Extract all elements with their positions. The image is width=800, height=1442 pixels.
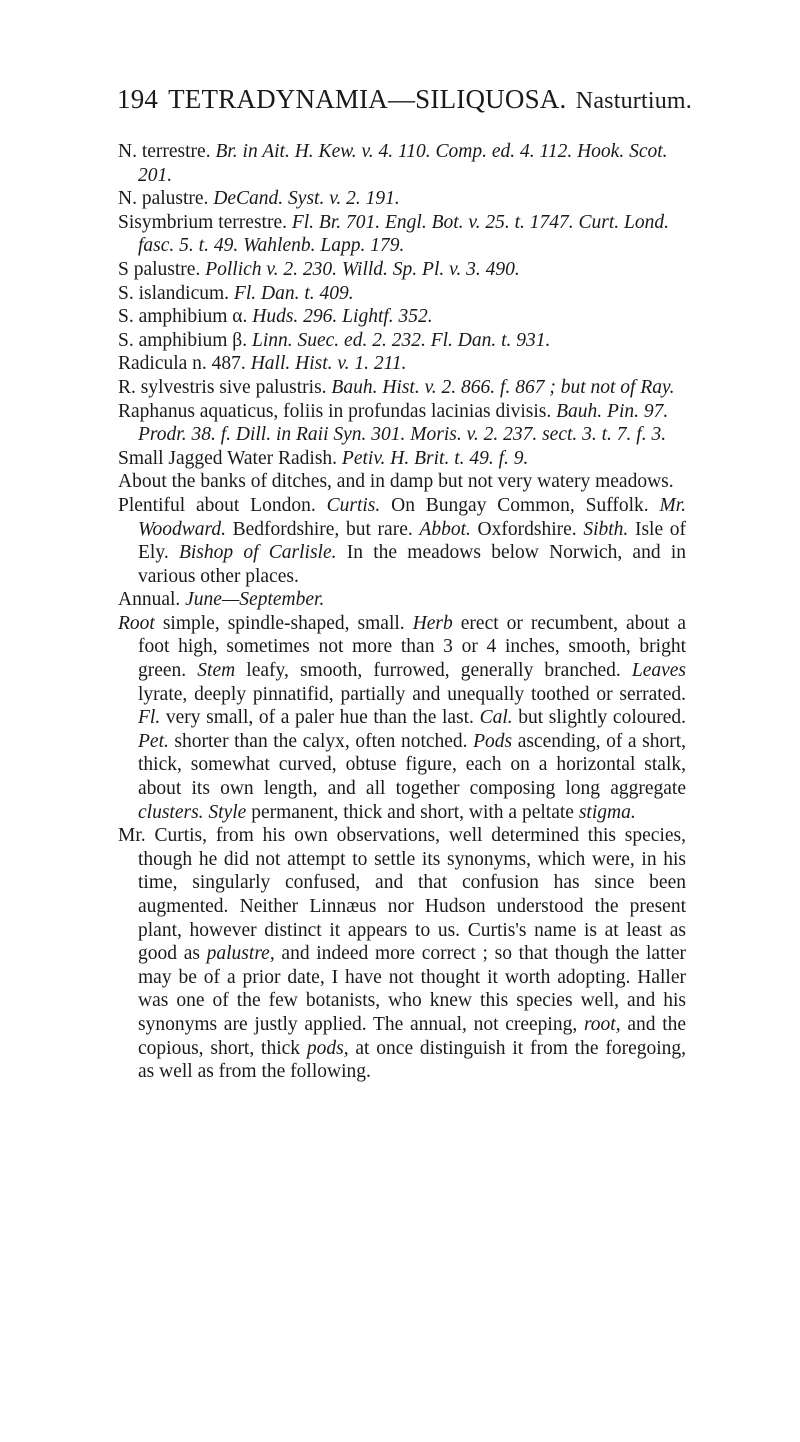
desc-text: ascending, of a short, thick, somewhat curved, obtuse figure, each on a horizontal stalk, about its own length, and all together composing long aggregate	[138, 730, 686, 800]
remarks-paragraph	[118, 824, 686, 1084]
desc-label: clusters.	[138, 801, 204, 823]
synonym-name: R. sylvestris sive palustris.	[118, 376, 327, 398]
synonym-refs: Br. in Ait. H. Kew. v. 4. 110. Comp. ed. 4. 112. Hook. Scot. 201.	[138, 141, 668, 186]
synonym-refs: DeCand. Syst. v. 2. 191.	[213, 188, 400, 210]
synonym-name: N. palustre.	[118, 188, 209, 210]
synonym-refs: Petiv. H. Brit. t. 49. f. 9.	[341, 447, 529, 469]
botanical-description	[118, 612, 686, 824]
synonym-entry	[118, 305, 686, 329]
locality-text: In the meadows below Norwich, and in various other places.	[138, 542, 687, 587]
desc-label: Root	[118, 612, 155, 634]
desc-text: permanent, thick and short, with a peltate	[251, 801, 574, 823]
synonym-entry	[118, 447, 686, 471]
habitat-paragraph: About the banks of ditches, and in damp but not very watery meadows.	[118, 471, 674, 493]
desc-text: lyrate, deeply pinnatifid, partially and unequally toothed or serrated.	[138, 683, 686, 705]
duration: Annual.	[118, 589, 181, 611]
synonym-refs: Linn. Suec. ed. 2. 232. Fl. Dan. t. 931.	[251, 329, 551, 351]
locality-authority: Sibth.	[583, 518, 629, 540]
desc-text: erect or recumbent, about a foot high, sometimes not more than 3 or 4 inches, smooth, bright green.	[138, 612, 687, 682]
remark-text: at once distinguish it from the foregoing, as well as from the following.	[138, 1037, 687, 1083]
synonym-entry	[118, 376, 686, 400]
desc-text: shorter than the calyx, often notched.	[174, 730, 468, 752]
synonym-name: S. islandicum.	[118, 282, 230, 304]
desc-label: Herb	[412, 612, 453, 634]
remark-emphasis: root,	[583, 1013, 621, 1035]
desc-label: Leaves	[631, 660, 686, 682]
locality-text: Oxfordshire.	[477, 518, 577, 540]
locality-authority: Mr. Woodward.	[138, 494, 687, 540]
desc-label: Fl.	[138, 707, 161, 729]
desc-text: very small, of a paler hue than the last.	[165, 707, 474, 729]
synonym-name: N. terrestre.	[118, 141, 211, 162]
synonym-entry	[118, 258, 686, 282]
synonym-refs: Bauh. Pin. 97. Prodr. 38. f. Dill. in Raii Syn. 301. Moris. v. 2. 237. sect. 3. t. 7. f. 3.	[138, 400, 669, 446]
desc-label: Pods	[473, 730, 513, 752]
remark-text: and the copious, short, thick	[138, 1013, 687, 1059]
desc-label: Cal.	[479, 707, 513, 729]
locality-text: Bedfordshire, but rare.	[232, 518, 413, 540]
locality-authority: Curtis.	[326, 494, 381, 516]
locality-authority: Abbot.	[419, 518, 471, 540]
synonym-name: Small Jagged Water Radish.	[118, 447, 338, 469]
locality-text: Plentiful about London.	[118, 494, 316, 516]
page-number: 194	[117, 84, 159, 114]
desc-label: Stem	[197, 660, 236, 682]
header-title: TETRADYNAMIA—SILIQUOSA.	[168, 84, 567, 114]
synonym-name: Raphanus aquaticus, foliis in profundas lacinias divisis.	[118, 400, 552, 422]
running-header	[117, 84, 692, 115]
header-genus: Nasturtium.	[575, 88, 692, 114]
flowering-months: June—September.	[185, 589, 325, 611]
synonym-entry	[118, 187, 686, 211]
remark-emphasis: palustre,	[206, 943, 275, 965]
desc-text: leafy, smooth, furrowed, generally branched.	[246, 660, 621, 682]
synonym-entry	[118, 282, 686, 306]
desc-text: simple, spindle-shaped, small.	[162, 612, 405, 634]
synonym-entry	[118, 400, 686, 447]
synonym-name: Radicula n. 487.	[118, 353, 246, 375]
synonym-name: S. amphibium β.	[118, 329, 248, 351]
synonym-refs: Pollich v. 2. 230. Willd. Sp. Pl. v. 3. 490.	[205, 258, 520, 280]
synonym-entry	[118, 211, 686, 258]
desc-label: stigma.	[578, 801, 636, 823]
desc-label: Style	[208, 801, 247, 823]
synonym-refs: Bauh. Hist. v. 2. 866. f. 867 ;	[331, 376, 556, 398]
synonym-entry	[118, 329, 686, 353]
flowering-line	[118, 588, 686, 612]
localities-paragraph	[118, 494, 686, 588]
remark-text: Mr. Curtis, from his own observations, well determined this species, though he did not attempt to settle its synonyms, which were, in his time, singularly confused, and that confusion has since been augmented. Neither Linnæus nor Hudson understood the present plant, however distinct it appears to us. Curtis's name is at least as good as	[118, 825, 686, 965]
locality-authority: Bishop of Carlisle.	[178, 542, 337, 564]
synonym-name: S palustre.	[118, 258, 201, 280]
synonym-refs: Fl. Dan. t. 409.	[233, 282, 354, 304]
synonym-refs: Hall. Hist. v. 1. 211.	[250, 353, 407, 375]
desc-text: but slightly coloured.	[518, 707, 687, 729]
synonym-entry	[118, 140, 686, 187]
synonym-refs: Huds. 296. Lightf. 352.	[252, 306, 433, 328]
remark-text: and indeed more correct ; so that though the latter may be of a prior date, I have not thought it worth adopting. Haller was one of the few botanists, who knew this species well, and his synonyms are justly applied. The annual, not creeping,	[138, 943, 687, 1035]
synonym-name: S. amphibium α.	[118, 306, 248, 328]
synonym-refs: Fl. Br. 701. Engl. Bot. v. 25. t. 1747. Curt. Lond. fasc. 5. t. 49. Wahlenb. Lapp. 179.	[138, 211, 670, 257]
synonym-entry	[118, 352, 686, 376]
locality-text: On Bungay Common, Suffolk.	[391, 494, 649, 516]
synonym-note: but not of Ray.	[560, 376, 675, 398]
synonymy	[118, 140, 686, 470]
desc-label: Pet.	[138, 730, 169, 752]
locality-text: Isle of Ely.	[138, 518, 687, 564]
synonym-name: Sisymbrium terrestre.	[118, 211, 287, 233]
page-body	[118, 140, 686, 1084]
remark-emphasis: pods,	[306, 1037, 349, 1059]
